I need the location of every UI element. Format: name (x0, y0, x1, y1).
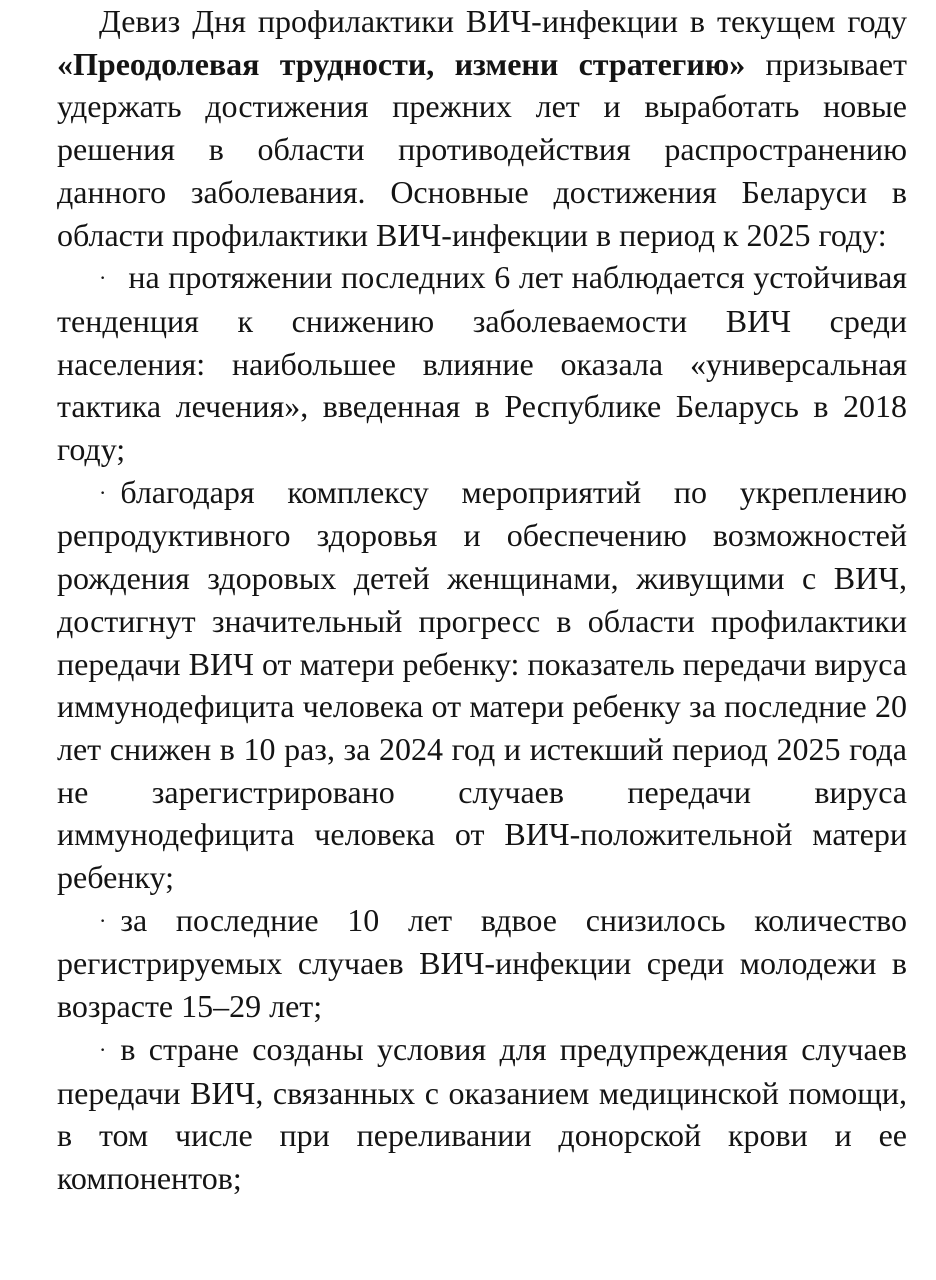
bullet-text: на протяжении последних 6 лет наблюдается устойчивая тенденция к снижению заболеваемости ВИЧ среди населения: наибольшее влияние оказала «универсальная тактика лечения», введенная в Республике Беларусь в 2018 году; (57, 259, 907, 468)
bullet-text: за последние 10 лет вдвое снизилось количество регистрируемых случаев ВИЧ-инфекции среди молодежи в возрасте 15–29 лет; (57, 901, 907, 1025)
intro-paragraph (57, 0, 907, 256)
bullet-text: благодаря комплексу мероприятий по укреплению репродуктивного здоровья и обеспечению возможностей рождения здоровых детей женщинами, живущими с ВИЧ, достигнут значительный прогресс в области профилактики передачи ВИЧ от матери ребенку: показатель передачи вируса иммунодефицита человека от матери ребенку за последние 20 лет снижен в 10 раз, за 2024 год и истекший период 2025 года не зарегистрировано случаев передачи вируса иммунодефицита человека от ВИЧ-положительной матери ребенку; (57, 473, 907, 896)
bullet-dot-icon: · (99, 479, 107, 505)
bullet-item (57, 471, 907, 899)
bullet-dot-icon: · (99, 907, 107, 933)
bullet-item (57, 899, 907, 1028)
motto-text: «Преодолевая трудности, измени стратегию» (57, 45, 746, 82)
intro-lead: Девиз Дня профилактики ВИЧ-инфекции в текущем году (99, 3, 907, 39)
bullet-item (57, 256, 907, 471)
bullet-dot-icon: · (99, 1036, 107, 1062)
bullet-item (57, 1028, 907, 1200)
bullet-text: в стране созданы условия для предупреждения случаев передачи ВИЧ, связанных с оказанием медицинской помощи, в том числе при переливании донорской крови и ее компонентов; (57, 1030, 907, 1196)
bullet-dot-icon: · (99, 265, 107, 291)
intro-tail: призывает удержать достижения прежних лет и выработать новые решения в области противодействия распространению данного заболевания. Основные достижения Беларуси в области профилактики ВИЧ-инфекции в период к 2025 году: (57, 45, 907, 253)
document-page (57, 0, 907, 1200)
